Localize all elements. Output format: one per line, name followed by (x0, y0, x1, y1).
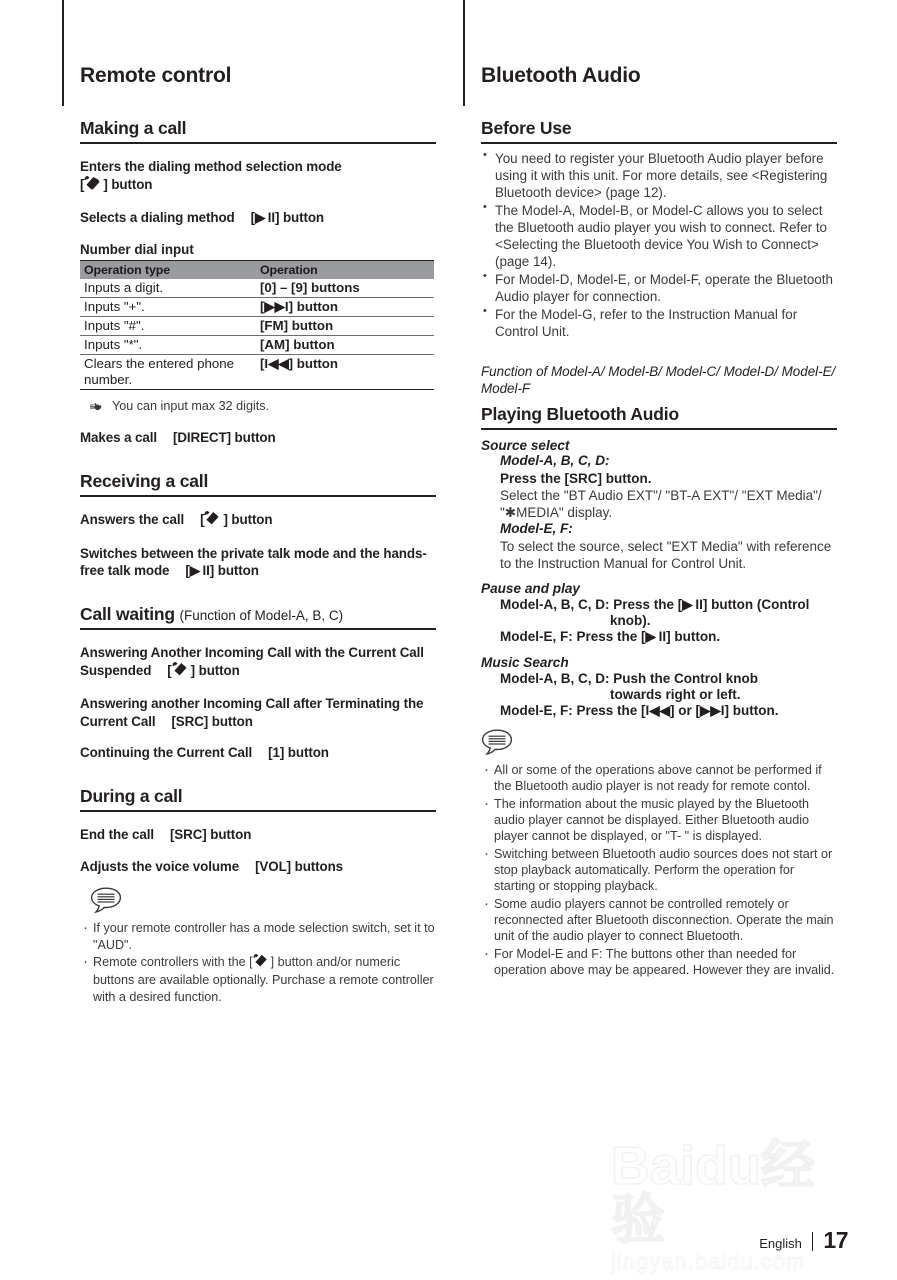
left-column (80, 0, 436, 1006)
hand-note-max-digits (80, 399, 436, 415)
subsection-music-search: Music Search (481, 654, 569, 670)
note-rest: numeric buttons are available optionally. Purchase a remote controller with a desired function. (93, 955, 434, 1004)
op-button: [▶ II] button (185, 562, 259, 578)
op-label: Enters the dialing method selection mode (80, 159, 342, 175)
table-caption-number-dial-input: Number dial input (80, 242, 194, 258)
op-button: [SRC] button (169, 827, 252, 843)
op-button: [ ] button (80, 177, 152, 192)
page-title-remote-control: Remote control (80, 64, 232, 87)
section-heading-playing-bluetooth-audio: Playing Bluetooth Audio (481, 404, 837, 430)
subsection-pause-and-play: Pause and play (481, 581, 580, 597)
during-a-call-notes (80, 920, 436, 1005)
note-balloon-icon (90, 887, 124, 914)
op-label: Selects a dialing method (80, 209, 235, 225)
cell-operation: [AM] button (256, 336, 434, 355)
music-search-line1: Model-A, B, C, D: Push the Control knob (500, 670, 758, 686)
op-selects-dialing-method (80, 209, 436, 226)
table-row (80, 355, 434, 390)
pause-play-line1: Model-A, B, C, D: Press the [▶ II] button (Control (500, 597, 810, 613)
right-column-rule (463, 0, 465, 106)
table-row (80, 336, 434, 355)
op-button: [▶ II] button (250, 209, 325, 225)
list-item: · Some audio players cannot be controlled remotely or reconnected after Bluetooth disconnection. Operate the main unit of the audio player to connect Bluetooth. (481, 896, 837, 945)
source-select-model-abcd-desc: Select the "BT Audio EXT"/ "BT-A EXT"/ "EXT Media"/ "✱MEDIA" display. (500, 487, 822, 520)
right-column (481, 0, 837, 979)
op-label: Switches between the private talk mode and the hands-free talk mode (80, 545, 427, 578)
subsection-source-select: Source select (481, 437, 570, 453)
list-item: • You need to register your Bluetooth Audio player before using it with this unit. For more details, see <Registering Bluetooth device> (page 12). (481, 150, 837, 201)
op-answer-another-call-terminating (80, 695, 436, 730)
source-select-model-abcd-label: Model-A, B, C, D: (500, 452, 610, 468)
list-item: • For the Model-G, refer to the Instruction Manual for Control Unit. (481, 306, 837, 340)
section-heading-subtext: (Function of Model-A, B, C) (179, 608, 344, 624)
cell-operation-type: Inputs "*". (80, 336, 256, 355)
footer-language: English (759, 1236, 802, 1251)
watermark-brand-text: Baidu (611, 1136, 762, 1196)
section-heading-text: Call waiting (80, 604, 175, 625)
list-item: · For Model-E and F: The buttons other than needed for operation above may be appeared. However they are invalid. (481, 946, 837, 979)
op-switches-talk-mode (80, 545, 436, 580)
source-select-model-abcd-press: Press the [SRC] button. (500, 470, 652, 486)
cell-operation-type: Inputs "+". (80, 298, 256, 317)
cell-operation: [FM] button (256, 317, 434, 336)
watermark-url: jingyan.baidu.com (611, 1249, 806, 1274)
hand-note-text: You can input max 32 digits. (112, 399, 270, 414)
op-button: [ ] button (167, 663, 239, 678)
list-item: • For Model-D, Model-E, or Model-F, operate the Bluetooth Audio player for connection. (481, 271, 837, 305)
function-models-caption: Function of Model-A/ Model-B/ Model-C/ Model-D/ Model-E/ Model-F (481, 364, 836, 397)
table-row (80, 279, 434, 297)
page-number: 17 (823, 1227, 848, 1253)
phone-icon (172, 662, 191, 681)
cell-operation: [0] – [9] buttons (256, 279, 434, 297)
before-use-bullets (481, 150, 837, 340)
music-search-line1-continuation: towards right or left. (610, 686, 741, 702)
table-header-operation-type: Operation type (80, 261, 256, 280)
source-select-model-ef-desc: To select the source, select "EXT Media" with reference to the Instruction Manual for Control Unit. (500, 538, 832, 572)
page-title-bluetooth-audio: Bluetooth Audio (481, 64, 641, 87)
op-end-the-call (80, 826, 436, 843)
list-item: · If your remote controller has a mode selection switch, set it to "AUD". (80, 920, 436, 953)
op-label: End the call (80, 827, 154, 843)
op-label: Continuing the Current Call (80, 745, 253, 761)
op-button: [ ] button (200, 512, 272, 527)
op-label: Answering another Incoming Call after Terminating the Current Call (80, 696, 424, 729)
op-label: Adjusts the voice volume (80, 858, 240, 874)
section-heading-during-a-call: During a call (80, 786, 436, 812)
playing-notes (481, 762, 837, 979)
op-button: [DIRECT] button (172, 429, 276, 445)
section-heading-receiving-a-call: Receiving a call (80, 471, 436, 497)
note-suffix: ] button and/or (270, 955, 352, 970)
music-search-line2: Model-E, F: Press the [I◀◀] or [▶▶I] button. (500, 702, 779, 718)
pause-play-line2: Model-E, F: Press the [▶ II] button. (500, 629, 721, 645)
source-select-model-ef-label: Model-E, F: (500, 521, 573, 537)
op-label: Makes a call (80, 429, 157, 445)
phone-icon (253, 954, 271, 972)
cell-operation: [I◀◀] button (256, 355, 434, 390)
pause-play-line1-continuation: knob). (610, 613, 651, 629)
op-continuing-current-call (80, 744, 436, 761)
list-item (80, 954, 436, 1005)
section-heading-call-waiting (80, 604, 436, 630)
op-label: Answering Another Incoming Call with the Current Call Suspended (80, 645, 424, 678)
phone-icon (204, 511, 223, 530)
page-footer (0, 1227, 897, 1254)
list-item: · The information about the music played by the Bluetooth audio player cannot be displayed. Either Bluetooth audio player cannot be displayed, or "T- " is displayed. (481, 796, 837, 845)
op-label: Answers the call (80, 512, 185, 528)
op-button: [1] button (268, 745, 329, 761)
table-row (80, 317, 434, 336)
table-header-row (80, 261, 434, 280)
op-answer-another-call-suspended (80, 644, 436, 681)
footer-divider (812, 1232, 814, 1251)
section-heading-making-a-call: Making a call (80, 118, 436, 144)
cell-operation: [▶▶I] button (256, 298, 434, 317)
cell-operation-type: Inputs a digit. (80, 279, 256, 297)
section-heading-before-use: Before Use (481, 118, 837, 144)
pointing-hand-icon (90, 399, 103, 415)
cell-operation-type: Inputs "#". (80, 317, 256, 336)
op-button: [VOL] buttons (255, 858, 344, 874)
table-header-operation: Operation (256, 261, 434, 280)
phone-icon (84, 176, 103, 195)
op-button: [SRC] button (171, 713, 253, 729)
op-enters-dialing-method (80, 158, 436, 195)
watermark-brand-cn: 经验 (611, 1136, 816, 1250)
left-column-rule (62, 0, 64, 106)
op-adjusts-voice-volume (80, 858, 436, 875)
cell-operation-type: Clears the entered phone number. (80, 355, 256, 390)
list-item: · Switching between Bluetooth audio sources does not start or stop playback automatically. Perform the operation for starting or stopping playback. (481, 846, 837, 895)
number-dial-input-table (80, 260, 434, 390)
op-makes-a-call (80, 429, 436, 446)
list-item: · All or some of the operations above cannot be performed if the Bluetooth audio player is not ready for remote contol. (481, 762, 837, 795)
list-item: • The Model-A, Model-B, or Model-C allows you to select the Bluetooth audio player you wish to connect. Refer to <Selecting the Bluetooth device You Wish to Connect> (page 14). (481, 202, 837, 270)
op-answers-the-call (80, 511, 436, 530)
table-row (80, 298, 434, 317)
note-prefix: Remote controllers with the [ (93, 955, 253, 970)
note-balloon-icon (481, 729, 515, 756)
